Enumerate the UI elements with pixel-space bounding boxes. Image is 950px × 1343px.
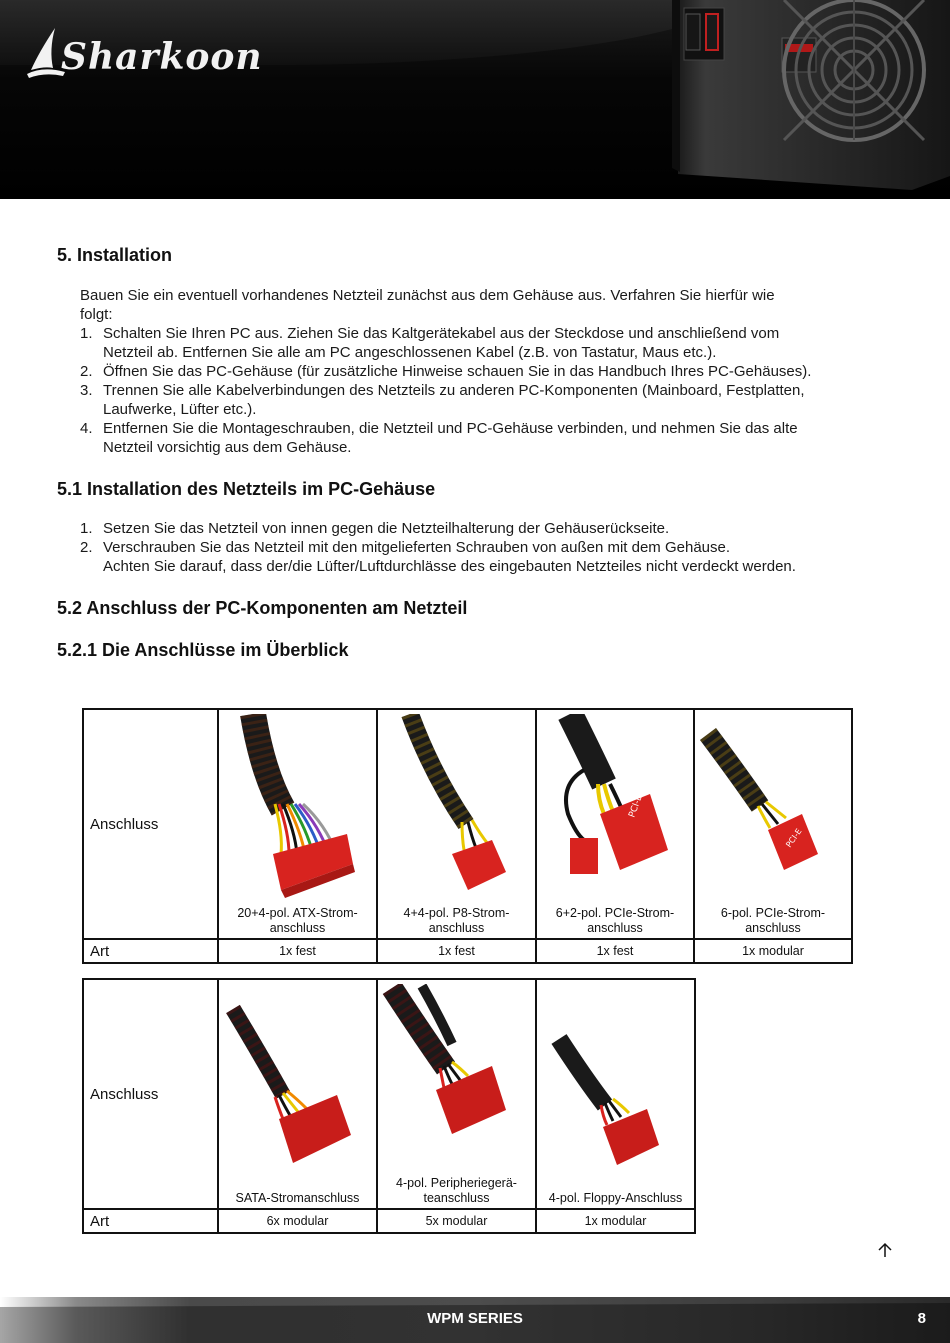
connector-caption xyxy=(378,904,535,938)
step-number: 2. xyxy=(80,539,93,556)
heading-install-psu: 5.1 Installation des Netzteils im PC-Gehäuse xyxy=(57,479,436,499)
caption-line: 4-pol. Peripheriegerä- xyxy=(396,1176,517,1190)
step-text: Öffnen Sie das PC-Gehäuse (für zusätzliche Hinweise schauen Sie in das Handbuch Ihres PC-Gehäuses). xyxy=(103,363,812,380)
table-row xyxy=(83,709,852,939)
art-value: 1x fest xyxy=(536,939,694,963)
caption-line: 6-pol. PCIe-Strom- xyxy=(720,906,826,920)
step-text: Netzteil vorsichtig aus dem Gehäuse. xyxy=(103,439,352,456)
page-number: 8 xyxy=(917,1310,926,1327)
caption-line: 20+4-pol. ATX-Strom- xyxy=(237,906,358,920)
logo-wordmark: Sharkoon xyxy=(61,36,263,78)
intro-line: folgt: xyxy=(80,306,113,323)
art-value: 6x modular xyxy=(218,1209,377,1233)
connector-cell xyxy=(536,709,694,939)
list-item xyxy=(80,519,910,538)
step-number: 3. xyxy=(80,382,93,399)
caption-line: anschluss xyxy=(587,921,643,935)
heading-connect: 5.2 Anschluss der PC-Komponenten am Netzteil xyxy=(57,598,468,618)
step-number: 2. xyxy=(80,363,93,380)
psu-image xyxy=(672,0,950,199)
connector-caption xyxy=(219,1189,376,1208)
installation-steps xyxy=(80,324,910,457)
step-text: Laufwerke, Lüfter etc.). xyxy=(103,401,257,418)
caption-line: anschluss xyxy=(428,921,485,935)
caption-line: anschluss xyxy=(269,921,326,935)
row-label-anschluss: Anschluss xyxy=(83,979,218,1209)
caption-line: SATA-Stromanschluss xyxy=(235,1191,360,1205)
connector-cell xyxy=(377,979,536,1209)
connector-cell xyxy=(218,709,377,939)
table-row xyxy=(83,1209,695,1233)
step-number: 1. xyxy=(80,520,93,537)
row-label-anschluss: Anschluss xyxy=(83,709,218,939)
caption-line: 4+4-pol. P8-Strom- xyxy=(403,906,510,920)
art-value: 1x fest xyxy=(377,939,536,963)
step-text: Achten Sie darauf, dass der/die Lüfter/Luftdurchlässe des eingebauten Netzteiles nicht verdeckt werden. xyxy=(103,558,796,575)
list-item xyxy=(80,538,910,576)
heading-overview: 5.2.1 Die Anschlüsse im Überblick xyxy=(57,640,349,660)
installation-intro xyxy=(80,286,900,324)
heading-installation: 5. Installation xyxy=(57,245,173,265)
connector-caption xyxy=(219,904,376,938)
sata-connector-image xyxy=(223,999,373,1189)
connector-caption xyxy=(695,904,851,938)
row-label-art: Art xyxy=(83,1209,218,1233)
step-text: Schalten Sie Ihren PC aus. Ziehen Sie das Kaltgerätekabel aus der Steckdose und anschließend vom xyxy=(103,325,780,342)
connector-cell xyxy=(536,979,695,1209)
step-text: Setzen Sie das Netzteil von innen gegen die Netzteilhalterung der Gehäuserückseite. xyxy=(103,520,670,537)
footer-bar xyxy=(0,1297,950,1343)
caption-line: 4-pol. Floppy-Anschluss xyxy=(548,1191,683,1205)
connector-caption xyxy=(537,1189,694,1208)
svg-text:PCI-E: PCI-E xyxy=(627,793,645,820)
floppy-connector-image xyxy=(541,999,691,1189)
connector-cell xyxy=(694,709,852,939)
shark-fin-icon xyxy=(25,22,65,92)
molex-connector-image xyxy=(382,984,532,1174)
sharkoon-logo xyxy=(25,22,263,92)
art-value: 1x modular xyxy=(536,1209,695,1233)
header-banner xyxy=(0,0,950,199)
step-text: Entfernen Sie die Montageschrauben, die Netzteil und PC-Gehäuse verbinden, und nehmen Sie das alte xyxy=(103,420,798,437)
art-value: 1x fest xyxy=(218,939,377,963)
step-text: Netzteil ab. Entfernen Sie alle am PC angeschlossenen Kabel (z.B. von Tastatur, Maus etc.). xyxy=(103,344,717,361)
caption-line: 6+2-pol. PCIe-Strom- xyxy=(555,906,675,920)
list-item xyxy=(80,324,910,362)
art-value: 1x modular xyxy=(694,939,852,963)
connector-table-2 xyxy=(82,978,696,1234)
install-psu-steps xyxy=(80,519,910,576)
table-row xyxy=(83,939,852,963)
connector-cell xyxy=(218,979,377,1209)
up-arrow-icon[interactable] xyxy=(876,1241,894,1259)
art-value: 5x modular xyxy=(377,1209,536,1233)
p8-connector-image xyxy=(382,714,532,904)
connector-caption xyxy=(378,1174,535,1208)
list-item xyxy=(80,362,910,381)
atx-connector-image xyxy=(223,714,373,904)
connector-caption xyxy=(537,904,693,938)
caption-line: teanschluss xyxy=(423,1191,490,1205)
svg-text:PCI-E: PCI-E xyxy=(784,827,804,850)
row-label-art: Art xyxy=(83,939,218,963)
footer-series-title: WPM SERIES xyxy=(427,1310,523,1327)
pcie-8pin-connector-image xyxy=(540,714,690,904)
step-text: Verschrauben Sie das Netzteil mit den mitgelieferten Schrauben von außen mit dem Gehäuse. xyxy=(103,539,731,556)
list-item xyxy=(80,381,910,419)
list-item xyxy=(80,419,910,457)
connector-cell xyxy=(377,709,536,939)
step-number: 1. xyxy=(80,325,93,342)
table-row xyxy=(83,979,695,1209)
pcie-6pin-connector-image xyxy=(698,714,848,904)
step-text: Trennen Sie alle Kabelverbindungen des Netzteils zu anderen PC-Komponenten (Mainboard, Festplatten, xyxy=(103,382,805,399)
caption-line: anschluss xyxy=(745,921,801,935)
step-number: 4. xyxy=(80,420,93,437)
connector-table-1 xyxy=(82,708,853,964)
intro-line: Bauen Sie ein eventuell vorhandenes Netzteil zunächst aus dem Gehäuse aus. Verfahren Sie hierfür wie xyxy=(80,287,775,304)
